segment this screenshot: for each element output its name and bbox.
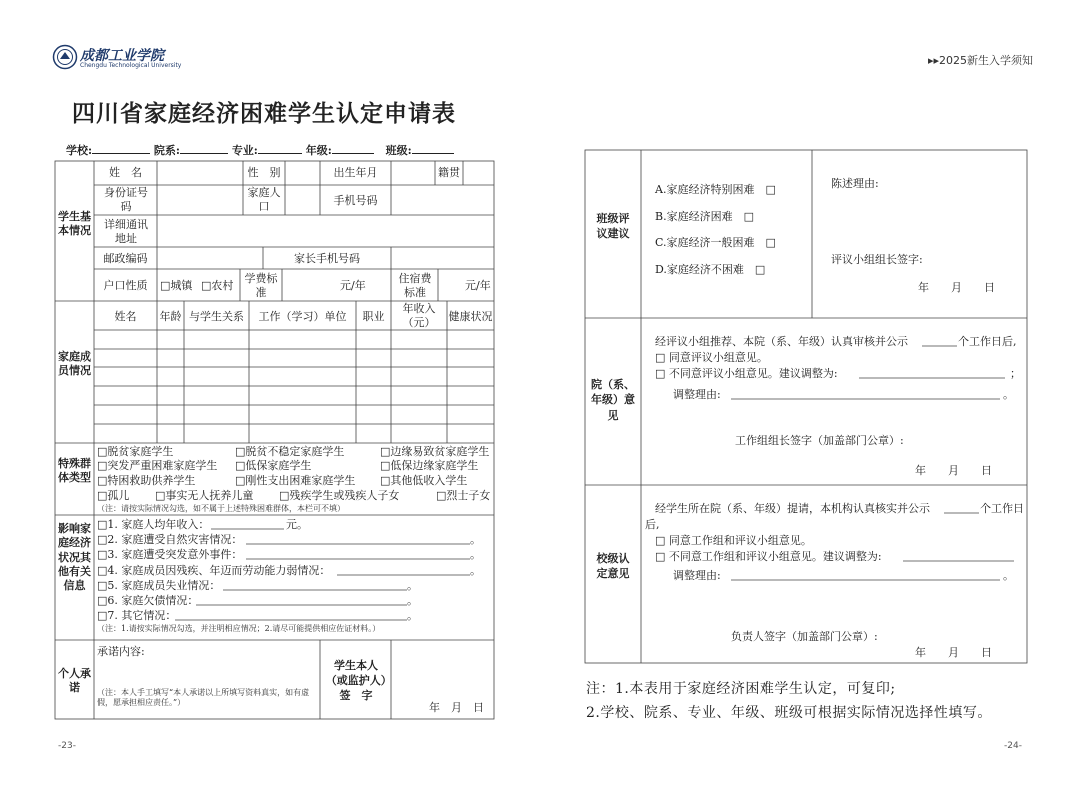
dept-sign-label: 工作组组长签字（加盖部门公章）: xyxy=(735,434,904,447)
hukou-rural-checkbox[interactable]: □农村 xyxy=(201,279,234,292)
family-header-age: 年龄 xyxy=(159,310,182,323)
class-option-c[interactable]: C.家庭经济一般困难 □ xyxy=(655,236,776,249)
promise-note: （注：本人手工填写“本人承诺以上所填写资料真实，如有虚假，愿承担相应责任。”） xyxy=(97,688,310,708)
double-chevron-right-icon: ▸▸ xyxy=(928,54,940,67)
birth-label: 出生年月 xyxy=(333,166,378,179)
special-checkbox[interactable]: □烈士子女 xyxy=(436,489,491,502)
class-review-section-label: 班级评议建议 xyxy=(596,212,630,241)
tuition-unit: 元/年 xyxy=(340,279,366,292)
family-header-name: 姓名 xyxy=(114,310,137,323)
phone-label: 手机号码 xyxy=(333,194,378,207)
special-checkbox[interactable]: □脱贫家庭学生 xyxy=(97,445,174,458)
special-checkbox[interactable]: □残疾学生或残疾人子女 xyxy=(279,489,400,502)
factor-end: 。 xyxy=(407,609,418,622)
parent-phone-label: 家长手机号码 xyxy=(294,252,360,265)
school-line: 学校: 院系: 专业: 年级: 班级: xyxy=(66,144,454,158)
special-note: （注：请按实际情况勾选，如不属于上述特殊困难群体，本栏可不填） xyxy=(97,504,345,513)
logo-english-name: Chengdu Technological University xyxy=(80,62,182,69)
dept-line1b: 个工作日后, xyxy=(958,335,1017,348)
promise-date: 年 月 日 xyxy=(429,701,484,714)
factor-unit: 元。 xyxy=(286,518,308,531)
special-checkbox[interactable]: □突发严重困难家庭学生 xyxy=(97,459,218,472)
factor-end: 。 xyxy=(470,564,481,577)
factor-end: 。 xyxy=(407,579,418,592)
promise-content-label: 承诺内容: xyxy=(97,645,145,658)
dept-dot: 。 xyxy=(1003,388,1014,401)
factor-checkbox[interactable]: □6. 家庭欠债情况： xyxy=(97,594,199,607)
school-reason-label: 调整理由: xyxy=(673,569,721,582)
dept-date: 年 月 日 xyxy=(915,464,992,477)
address-label: 详细通讯地址 xyxy=(104,218,148,245)
special-checkbox[interactable]: □其他低收入学生 xyxy=(380,474,468,487)
special-checkbox[interactable]: □脱贫不稳定家庭学生 xyxy=(235,445,345,458)
promise-section-label: 个人承诺 xyxy=(58,667,91,695)
dept-review-section-label: 院（系、年级）意见 xyxy=(591,378,635,422)
factor-checkbox[interactable]: □3. 家庭遭受突发意外事件： xyxy=(97,548,243,561)
school-line2: 后, xyxy=(645,518,660,531)
dept-reason-label: 调整理由: xyxy=(673,388,721,401)
class-sign-label: 评议小组组长签字: xyxy=(831,253,923,266)
hukou-city-checkbox[interactable]: □城镇 xyxy=(160,279,193,292)
logo-chinese-name: 成都工业学院 xyxy=(80,48,164,64)
special-checkbox[interactable]: □低保边缘家庭学生 xyxy=(380,459,479,472)
factor-end: 。 xyxy=(407,594,418,607)
factor-checkbox[interactable]: □7. 其它情况： xyxy=(97,609,177,622)
student-sign-label: 学生本人（或监护人）签 字 xyxy=(325,659,387,702)
school-review-section-label: 校级认定意见 xyxy=(596,552,630,581)
family-header-income: 年收入（元） xyxy=(402,302,436,329)
household-size-label: 家庭人口 xyxy=(247,186,281,213)
special-checkbox[interactable]: □孤儿 xyxy=(97,489,130,502)
class-reason-label: 陈述理由: xyxy=(831,177,879,190)
family-header-workplace: 工作（学习）单位 xyxy=(258,310,347,323)
factor-checkbox[interactable]: □2. 家庭遭受自然灾害情况： xyxy=(97,533,243,546)
family-header-occupation: 职业 xyxy=(362,310,385,323)
dept-agree-checkbox[interactable]: □ 同意评议小组意见。 xyxy=(655,351,768,364)
section-tag: ▸▸2025新生入学须知 xyxy=(928,54,1034,67)
page-title: 四川省家庭经济困难学生认定申请表 xyxy=(72,101,456,127)
id-number-label: 身份证号 码 xyxy=(104,186,159,213)
special-checkbox[interactable]: □低保家庭学生 xyxy=(235,459,312,472)
school-agree-checkbox[interactable]: □ 同意工作组和评议小组意见。 xyxy=(655,534,812,547)
hukou-type-label: 户口性质 xyxy=(103,279,148,292)
factor-checkbox[interactable]: □4. 家庭成员因残疾、年迈而劳动能力弱情况： xyxy=(97,564,331,577)
factors-section-label: 影响家庭经济状况其他有关信息 xyxy=(58,522,91,593)
special-checkbox[interactable]: □特困救助供养学生 xyxy=(97,474,196,487)
class-option-d[interactable]: D.家庭经济不困难 □ xyxy=(655,263,766,276)
dept-line1: 经评议小组推荐、本院（系、年级）认真审核并公示 xyxy=(655,335,908,348)
gender-label: 性 别 xyxy=(247,166,281,179)
native-place-label: 籍贯 xyxy=(438,166,460,179)
factor-checkbox[interactable]: □5. 家庭成员失业情况： xyxy=(97,579,221,592)
factor-checkbox[interactable]: □1. 家庭人均年收入： xyxy=(97,518,210,531)
special-checkbox[interactable]: □刚性支出困难家庭学生 xyxy=(235,474,356,487)
school-line1b: 个工作日 xyxy=(980,502,1024,515)
page-number-left: -23- xyxy=(58,741,76,751)
factor-end: 。 xyxy=(470,548,481,561)
class-date: 年 月 日 xyxy=(918,281,995,294)
family-section-label: 家庭成员情况 xyxy=(58,350,91,378)
dept-disagree-checkbox[interactable]: □ 不同意评议小组意见。建议调整为: xyxy=(655,367,838,380)
family-header-relation: 与学生关系 xyxy=(189,310,244,323)
note-line-2: 2.学校、院系、专业、年级、班级可根据实际情况选择性填写。 xyxy=(586,705,992,721)
page-number-right: -24- xyxy=(1004,741,1022,751)
factors-note: （注：1.请按实际情况勾选，并注明相应情况；2.请尽可能提供相应佐证材料。） xyxy=(97,624,381,633)
school-disagree-checkbox[interactable]: □ 不同意工作组和评议小组意见。建议调整为: xyxy=(655,550,882,563)
special-group-section-label: 特殊群体类型 xyxy=(58,457,91,485)
lodging-unit: 元/年 xyxy=(465,279,491,292)
lodging-label: 住宿费标准 xyxy=(398,272,432,299)
school-sign-label: 负责人签字（加盖部门公章）: xyxy=(731,630,878,643)
family-header-health: 健康状况 xyxy=(448,310,493,323)
postcode-label: 邮政编码 xyxy=(103,252,148,265)
school-line1: 经学生所在院（系、年级）提请，本机构认真核实并公示 xyxy=(655,502,930,515)
factor-end: 。 xyxy=(470,533,481,546)
special-checkbox[interactable]: □事实无人抚养儿童 xyxy=(155,489,254,502)
note-line-1: 注：1.本表用于家庭经济困难学生认定，可复印; xyxy=(586,681,896,697)
tuition-label: 学费标准 xyxy=(244,272,278,299)
school-dot: 。 xyxy=(1003,569,1014,582)
class-option-b[interactable]: B.家庭经济困难 □ xyxy=(655,210,754,223)
class-option-a[interactable]: A.家庭经济特别困难 □ xyxy=(655,183,776,196)
name-label: 姓 名 xyxy=(109,166,142,179)
school-date: 年 月 日 xyxy=(915,646,992,659)
special-checkbox[interactable]: □边缘易致贫家庭学生 xyxy=(380,445,490,458)
basic-info-section-label: 学生基本情况 xyxy=(58,210,91,238)
dept-semicolon: ； xyxy=(1010,367,1021,380)
